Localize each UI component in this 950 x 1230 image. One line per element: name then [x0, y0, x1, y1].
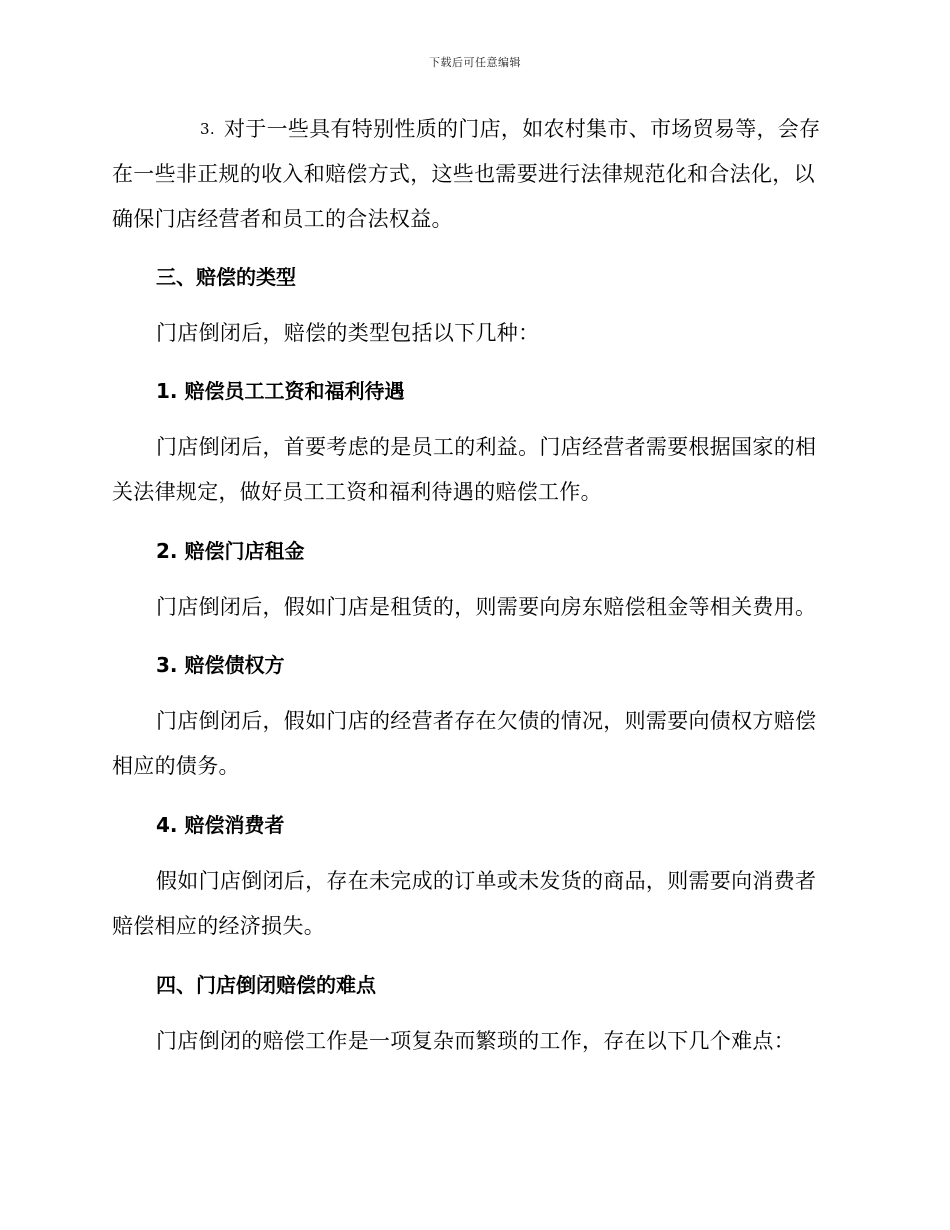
paragraph-creditors: 门店倒闭后，假如门店的经营者存在欠债的情况，则需要向债权方赔偿相应的债务。 [112, 709, 817, 778]
subheading-consumers: 4. 赔偿消费者 [156, 813, 285, 837]
subheading-wages: 1. 赔偿员工工资和福利待遇 [156, 379, 405, 403]
page-header: 下载后可任意编辑 [429, 56, 521, 69]
list-number: 3. [200, 120, 215, 138]
paragraph-difficulties-intro: 门店倒闭的赔偿工作是一项复杂而繁琐的工作，存在以下几个难点： [156, 1029, 795, 1053]
paragraph-text: 对于一些具有特别性质的门店，如农村集市、市场贸易等，会存在一些非正规的收入和赔偿方式，这些也需要进行法律规范化和合法化，以确保门店经营者和员工的合法权益。 [112, 117, 821, 231]
section-heading-types: 三、赔偿的类型 [156, 265, 296, 289]
section-heading-difficulties: 四、门店倒闭赔偿的难点 [156, 973, 376, 997]
paragraph-rent: 门店倒闭后，假如门店是租赁的，则需要向房东赔偿租金等相关费用。 [156, 595, 817, 619]
paragraph-wages: 门店倒闭后，首要考虑的是员工的利益。门店经营者需要根据国家的相关法律规定，做好员工工资和福利待遇的赔偿工作。 [112, 435, 817, 504]
subheading-creditors: 3. 赔偿债权方 [156, 653, 285, 677]
paragraph-consumers: 假如门店倒闭后，存在未完成的订单或未发货的商品，则需要向消费者赔偿相应的经济损失。 [112, 869, 817, 938]
paragraph-types-intro: 门店倒闭后，赔偿的类型包括以下几种： [156, 321, 540, 345]
subheading-rent: 2. 赔偿门店租金 [156, 539, 305, 563]
paragraph-item-3 [112, 107, 832, 242]
